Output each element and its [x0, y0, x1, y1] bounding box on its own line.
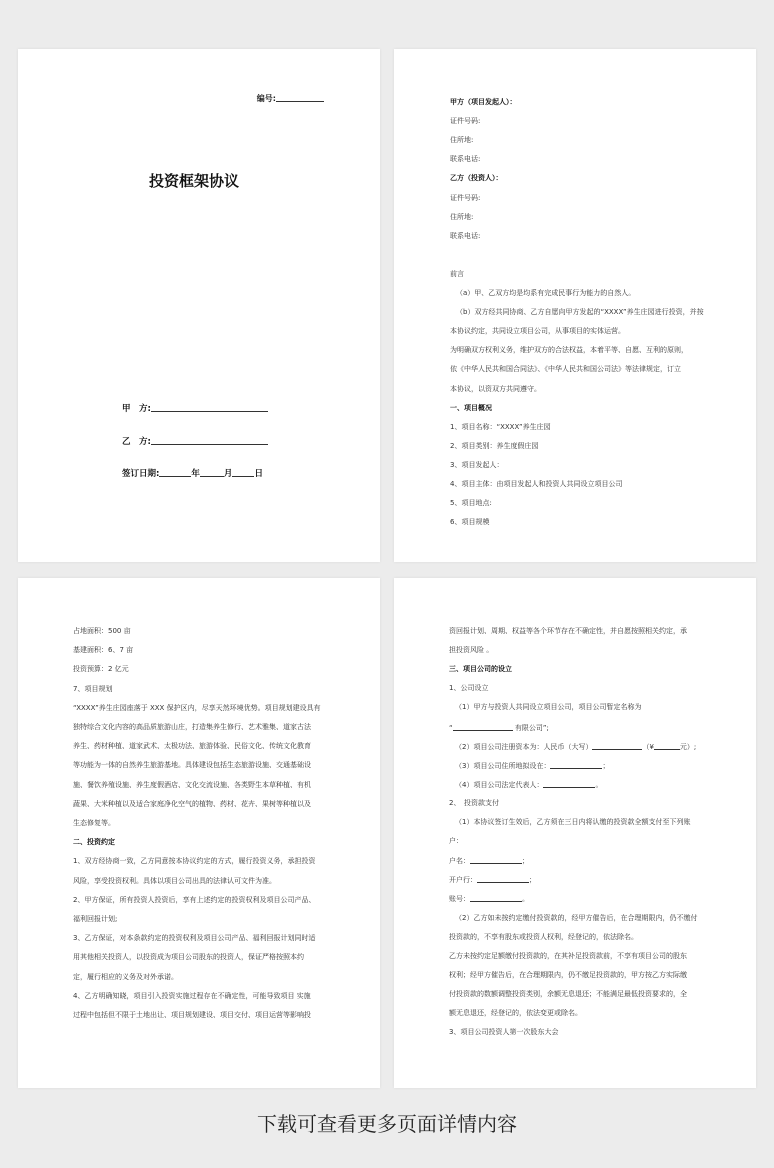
text-line	[73, 627, 131, 636]
text-line-content: 用其他相关投资人，以投资成为项目公司股东的投资人，保证严格按照本约	[73, 953, 304, 962]
text-line	[450, 385, 541, 394]
text-line	[73, 838, 115, 847]
text-line-content: 蔬果、大米种植以及适合家庭净化空气的植物、药材、花卉、果树等种植以及	[73, 799, 311, 808]
text-line-content: 投资预算：2 亿元	[73, 665, 129, 674]
text-line-content: 占地面积：500 亩	[73, 627, 131, 635]
text-line-content: 生态修复等。	[73, 819, 115, 827]
text-line-content: 证件号码:	[450, 117, 481, 126]
text-line	[73, 857, 315, 866]
party-a-label: 甲 方:	[122, 404, 151, 414]
text-line	[456, 289, 635, 298]
text-line-content: 住所地:	[450, 136, 474, 145]
text-line	[73, 781, 311, 790]
document-number-blank	[276, 94, 324, 102]
text-line	[73, 665, 129, 674]
text-line	[449, 837, 463, 846]
text-line	[73, 685, 112, 694]
text-line	[455, 703, 641, 712]
text-line-content: 4、项目主体：由项目发起人和投资人共同设立项目公司	[450, 480, 623, 488]
text-line	[450, 346, 688, 355]
text-line	[450, 480, 622, 489]
text-line	[449, 665, 512, 674]
text-line	[73, 742, 311, 751]
sign-date-label: 签订日期:	[122, 469, 160, 479]
text-line	[449, 894, 529, 904]
text-line	[449, 856, 529, 866]
party-a-line	[122, 402, 268, 414]
text-line	[73, 934, 315, 943]
text-line	[450, 404, 492, 413]
text-line	[73, 723, 311, 732]
text-line	[449, 1028, 558, 1037]
download-hint: 下载可查看更多页面详情内容	[257, 1112, 517, 1136]
text-line-content: （b）双方经共同协商、乙方自愿向甲方发起的“XXXX”养生庄园进行投资，并按	[456, 308, 704, 317]
fill-blank	[592, 742, 642, 750]
text-line-content: 定，履行相应的义务及对外承诺。	[73, 972, 178, 981]
text-line	[73, 896, 315, 905]
text-line-content: 开户行：	[449, 876, 477, 885]
text-line	[449, 627, 687, 636]
text-line	[455, 818, 690, 827]
text-line	[449, 646, 493, 655]
text-line	[449, 875, 536, 885]
month-label: 月	[223, 469, 233, 479]
text-line-content: 二、投资约定	[73, 838, 115, 847]
text-line	[449, 971, 687, 980]
text-line-suffix: ；	[522, 857, 529, 866]
text-line-content: “	[449, 723, 453, 732]
text-line	[450, 155, 480, 164]
text-line	[73, 800, 311, 809]
day-label: 日	[254, 469, 263, 479]
text-line-content: 基建面积：6、7 亩	[73, 646, 134, 655]
text-line-content: 1、双方经协商一致，乙方同意按本协议约定的方式，履行投资义务，承担投资	[73, 857, 316, 866]
party-b-blank	[151, 437, 268, 445]
text-line	[450, 136, 473, 145]
fill-blank	[654, 742, 680, 750]
fill-blank	[470, 894, 522, 902]
text-line	[450, 423, 551, 432]
text-line-content: 前言	[450, 269, 464, 278]
text-line-content: 福利回报计划;	[73, 915, 118, 923]
text-line	[450, 270, 464, 279]
text-line-suffix: 有限公司”;	[512, 723, 549, 732]
text-line-content: 2、 投资款支付	[449, 798, 499, 807]
text-line	[73, 819, 115, 828]
page-4	[394, 578, 756, 1088]
text-line-content: 本协议，以资双方共同遵守。	[450, 384, 541, 393]
text-line-content: 7、项目规划	[73, 684, 113, 693]
page-cover	[18, 49, 380, 562]
text-line-content: 依《中华人民共和国合同法》、《中华人民共和国公司法》等法律规定，订立	[450, 365, 681, 374]
text-line-content: 户名：	[449, 857, 470, 866]
text-line-content: 为明确双方权利义务，维护双方的合法权益，本着平等、自愿、互利的原则，	[450, 346, 688, 355]
text-line-content: 三、项目公司的设立	[449, 665, 512, 674]
text-line-content: 1、项目名称：“XXXX”养生庄园	[450, 422, 551, 431]
text-line	[73, 973, 178, 982]
text-line	[455, 780, 602, 790]
text-line	[450, 327, 625, 336]
text-line-content: 独特综合文化内容的高品质旅游山庄，打造集养生修行、艺术雅集、道家古法	[73, 723, 311, 731]
party-b-label: 乙 方:	[122, 437, 151, 447]
text-line-content: 住所地:	[450, 212, 474, 221]
fill-blank	[470, 856, 522, 864]
text-line-content: 3、项目公司投资人第一次股东大会	[449, 1028, 559, 1037]
text-line	[449, 723, 549, 733]
text-line	[73, 1011, 311, 1020]
text-line-content: （1）甲方与投资人共同设立项目公司，项目公司暂定名称为	[455, 703, 642, 712]
fill-blank	[453, 723, 513, 731]
text-line-content: 6、项目规模	[450, 518, 490, 527]
fill-blank	[550, 761, 602, 769]
text-line-content: 2、甲方保证，所有投资人投资后，享有上述约定的投资权利及项目公司产品、	[73, 895, 316, 904]
sign-date-line	[122, 467, 263, 479]
text-line-content: 投资款的，不享有股东或投资人权利，经登记的，依法除名。	[449, 932, 638, 941]
fill-blank	[543, 780, 595, 788]
text-line-content: 证件号码:	[450, 193, 481, 202]
text-line	[455, 761, 609, 771]
party-b-line	[122, 435, 268, 447]
text-line-content: 乙方未按约定足额缴付投资款的，在其补足投资款前，不享有项目公司的股东	[449, 951, 687, 960]
text-line-content: 联系电话:	[450, 231, 481, 240]
text-line	[450, 442, 538, 451]
text-line-content: 联系电话:	[450, 155, 481, 164]
document-title: 投资框架协议	[149, 172, 240, 190]
text-line-content: 4、乙方明确知晓，项目引入投资实施过程存在不确定性，可能导致项目 实施	[73, 991, 311, 1000]
text-line	[450, 98, 517, 107]
year-label: 年	[191, 469, 200, 479]
text-line	[450, 365, 681, 374]
text-line	[73, 704, 321, 713]
text-line	[449, 684, 488, 693]
text-line-content: 额无息退还，经登记的，依法变更或除名。	[449, 1009, 582, 1017]
text-line	[73, 646, 133, 655]
text-line-content: 权利；经甲方催告后，在合理期限内，仍不缴足投资款的，甲方按乙方实际缴	[449, 970, 687, 979]
text-line-content: 一、项目概况	[450, 403, 492, 412]
text-line-content: 账号：	[449, 895, 470, 904]
page-3	[18, 578, 380, 1088]
text-line	[450, 461, 503, 470]
text-line-content: （a）甲、乙双方均是均系有完成民事行为能力的自然人。	[456, 289, 636, 297]
text-line-suffix: 。	[595, 780, 603, 789]
text-line-content: 风险，享受投资权利。具体以项目公司出具的法律认可文件为准。	[73, 876, 276, 885]
text-line-content: 过程中包括但不限于土地出让、项目规划建设、项目交付、项目运营等影响投	[73, 1011, 311, 1019]
text-line-suffix: （¥	[642, 742, 654, 751]
text-line	[455, 914, 697, 923]
text-line	[450, 518, 489, 527]
text-line-content: 1、公司设立	[449, 684, 489, 693]
text-line-content: （1）本协议签订生效后，乙方须在三日内将认缴的投资款全额支付至下列账	[455, 818, 691, 826]
text-line	[73, 953, 304, 962]
text-line-content: 甲方（项目发起人）：	[450, 98, 517, 106]
fill-blank	[477, 875, 529, 883]
text-line-content: （2）项目公司注册资本为：人民币（大写）	[455, 742, 593, 751]
text-line	[456, 308, 704, 317]
text-line-suffix: 元）;	[679, 742, 697, 751]
document-number	[257, 93, 324, 104]
text-line-content: 担投资风险 。	[449, 646, 494, 655]
text-line-content: 养生、药材种植、道家武术、太极功法、旅游体验、民俗文化、传统文化教育	[73, 742, 311, 751]
text-line-content: “XXXX”养生庄园座落于 XXX 保护区内，尽享天然环境优势。项目规划建设具有	[73, 703, 321, 712]
text-line-content: 3、乙方保证，对本条款约定的投资权利及项目公司产品、福利回报计划同时适	[73, 934, 316, 943]
text-line	[449, 799, 499, 808]
text-line-suffix: 。	[522, 895, 529, 904]
text-line	[73, 915, 117, 924]
text-line	[449, 933, 638, 942]
text-line-content: 5、项目地点:	[450, 499, 492, 508]
text-line-content: 资回报计划、周期、权益等各个环节存在不确定性，并自愿按照相关约定，承	[449, 627, 687, 635]
text-line-content: 等功能为一体的自然养生旅游基地。具体建设包括生态旅游设施、交通基础设	[73, 761, 311, 770]
text-line-content: （2）乙方如未按约定缴付投资款的，经甲方催告后，在合理期限内，仍不缴付	[455, 913, 698, 922]
text-line-content: （4）项目公司法定代表人：	[455, 780, 544, 789]
text-line	[450, 174, 503, 183]
text-line	[450, 194, 480, 203]
text-line-content: 乙方（投资人）：	[450, 174, 503, 183]
text-line-suffix: ；	[602, 761, 610, 770]
text-line-content: 3、项目发起人：	[450, 460, 504, 469]
text-line-content: （3）项目公司住所地拟设在：	[455, 761, 551, 770]
text-line-content: 施、餐饮养殖设施、养生度假酒店、文化交流设施、各类野生本草种植、有机	[73, 780, 311, 789]
page-2	[394, 49, 756, 562]
text-line	[450, 232, 480, 241]
text-line	[455, 742, 696, 752]
text-line	[73, 992, 311, 1001]
text-line	[450, 117, 480, 126]
text-line	[450, 499, 492, 508]
document-number-label: 编号:	[256, 94, 276, 103]
text-line	[449, 952, 687, 961]
text-line-suffix: ；	[529, 876, 536, 885]
text-line-content: 2、项目类别：养生度假庄园	[450, 441, 539, 450]
text-line	[450, 213, 473, 222]
text-line	[73, 877, 276, 886]
party-a-blank	[151, 404, 268, 412]
text-line	[73, 761, 311, 770]
text-line-content: 本协议约定，共同设立项目公司，从事项目的实体运营。	[450, 327, 625, 336]
text-line	[449, 1009, 582, 1018]
text-line-content: 付投资款的数额调整投资类别，余额无息退还；不能满足最低投资要求的，全	[449, 989, 687, 998]
text-line	[449, 990, 687, 999]
text-line-content: 户：	[449, 837, 463, 846]
